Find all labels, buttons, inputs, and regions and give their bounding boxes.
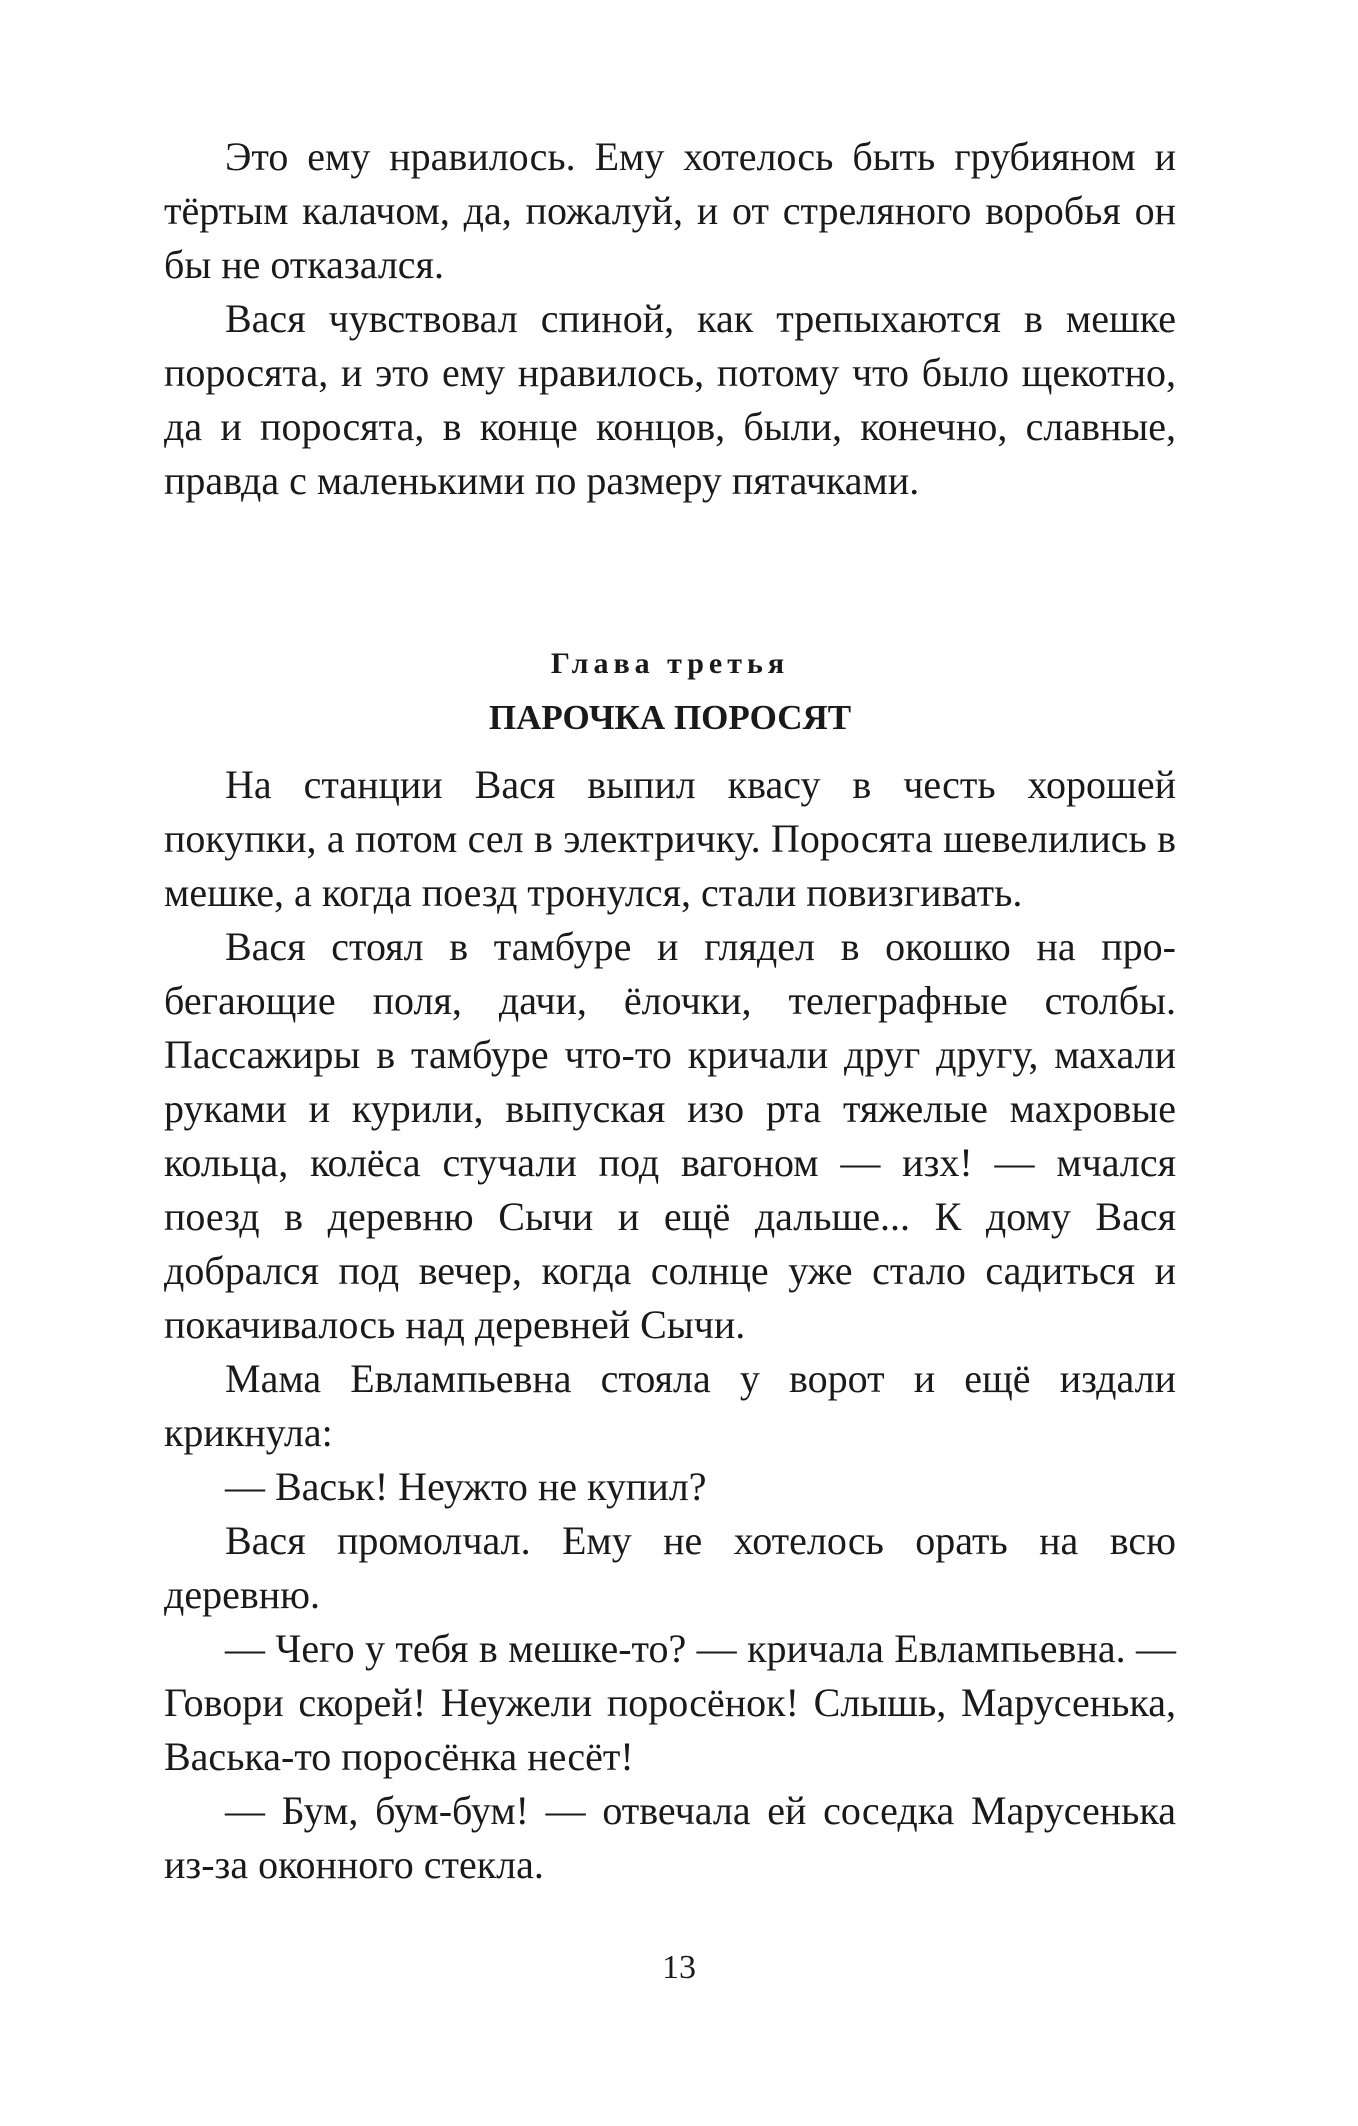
paragraph: На станции Вася выпил квасу в честь хорошей покупки, а потом сел в электричку. Поросята шевелились в мешке, а когда поезд тронулся, стали повизгивать. <box>164 762 1176 915</box>
paragraph: Вася чувствовал спиной, как трепыхаются в мешке поросята, и это ему нравилось, потому что было щекотно, да и поросята, в конце концов, были, конечно, славные, правда с маленькими по размеру пятачками. <box>164 296 1176 503</box>
paragraph: Мама Евлампьевна стояла у ворот и ещё издали крикнула: <box>164 1356 1176 1455</box>
dialogue-line: — Чего у тебя в мешке-то? — кричала Евлампьевна. — Говори скорей! Неужели поросёнок! Слышь, Марусенька, Васька-то поросёнка несёт! <box>164 1626 1176 1779</box>
dialogue-line: — Васьк! Неужто не купил? <box>225 1464 707 1509</box>
page-number: 13 <box>662 1949 696 1986</box>
paragraph: Вася стоял в тамбуре и глядел в окошко на пробегающие поля, дачи, ёлочки, телеграфные столбы. Пассажиры в тамбуре что-то кричали друг другу, махали руками и курили, выпуская изо рта тяжелые махровые кольца, колёса стучали под вагоном — изх! — мчался поезд в деревню Сычи и ещё дальше... К дому Вася добрался под вечер, когда солнце уже стало садиться и покачивалось над деревней Сычи. <box>164 924 1176 1347</box>
chapter-heading <box>164 644 1176 742</box>
chapter-title: ПАРОЧКА ПОРОСЯТ <box>488 698 852 737</box>
text-section-main <box>164 758 1176 1892</box>
paragraph: Вася промолчал. Ему не хотелось орать на всю деревню. <box>164 1518 1176 1617</box>
text-section-top <box>164 130 1176 508</box>
chapter-label: Глава третья <box>550 647 790 680</box>
dialogue-line: — Бум, бум-бум! — отвечала ей соседка Марусенька из-за оконного стекла. <box>164 1788 1176 1887</box>
paragraph: Это ему нравилось. Ему хотелось быть грубияном и тёртым калачом, да, пожалуй, и от стреляного воробья он бы не отказался. <box>164 134 1176 287</box>
